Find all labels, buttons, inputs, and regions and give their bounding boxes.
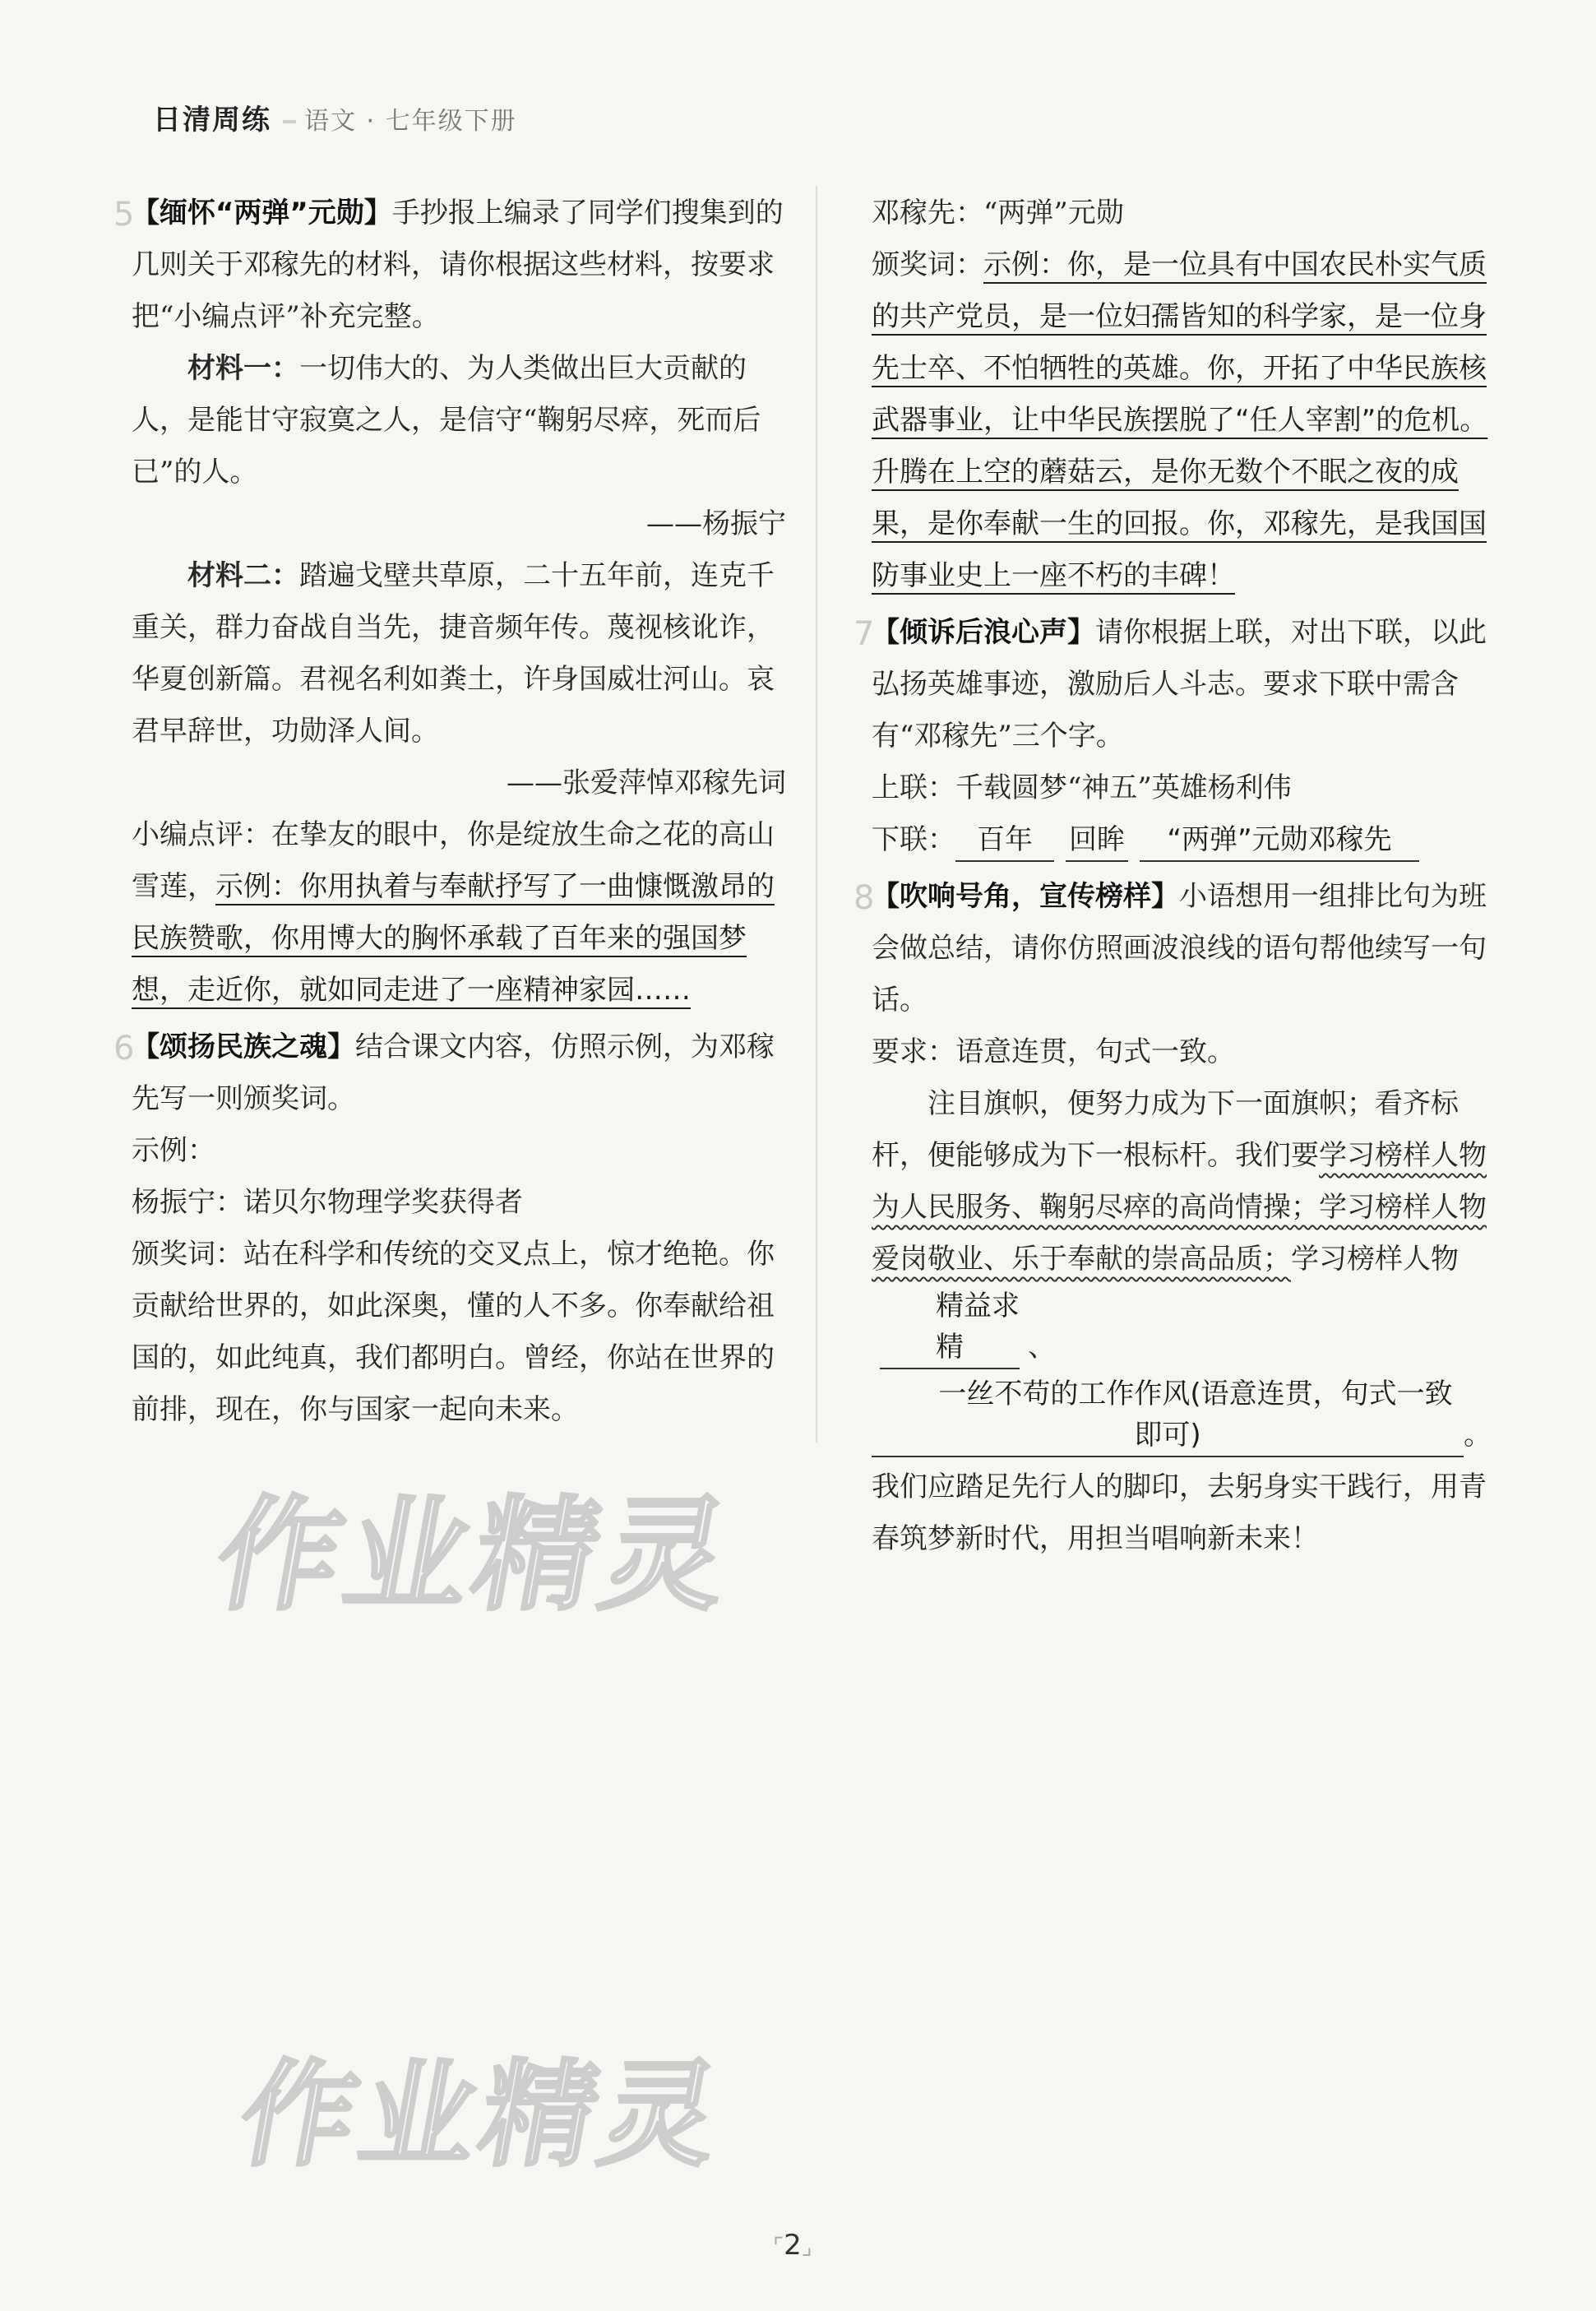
material-2	[132, 550, 789, 757]
bracket-left: ⌜	[773, 2233, 784, 2260]
question-number: 5	[113, 196, 135, 234]
brand-title: 日清周练	[153, 104, 271, 137]
wavy-sentence: 学习榜样人物为人民服务、鞠躬尽瘁的高尚情操；学习榜样人物爱岗敬业、乐于奉献的崇高品质；	[872, 1139, 1487, 1276]
lower-couplet	[872, 814, 1511, 866]
example-text: 颁奖词：站在科学和传统的交叉点上，惊才绝艳。你贡献给世界的，如此深奥，懂的人不多。你奉献给祖国的，如此纯真，我们都明白。曾经，你站在世界的前排，现在，你与国家一起向未来。	[132, 1238, 775, 1426]
passage-text: 注目旗帜，便努力成为下一面旗帜；看齐标杆，便能够成为下一根标杆。我们要	[872, 1087, 1459, 1172]
editor-comment	[132, 809, 789, 1017]
period: 。	[1464, 1419, 1492, 1452]
requirement: 要求：语意连贯，句式一致。	[872, 1035, 1235, 1068]
column-divider	[816, 186, 817, 1443]
lower-label: 下联：	[872, 823, 955, 856]
passage-text: 学习榜样人物	[1291, 1243, 1459, 1276]
separator: 、	[1028, 1331, 1056, 1364]
material-2-source: ——张爱萍悼邓稼先词	[507, 766, 786, 799]
answer-text: 示例：你，是一位具有中国农民朴实气质的共产党员，是一位妇孺皆知的科学家，是一位身先士卒、不怕牺牲的英雄。你，开拓了中华民族核武器事业，让中华民族摆脱了“任人宰割”的危机。升腾在上空的蘑菇云，是你无数个不眠之夜的成果，是你奉献一生的回报。你，邓稼先，是我国国防事业史上一座不朽的丰碑！	[872, 248, 1488, 592]
material-label: 材料二：	[187, 559, 299, 592]
question-number: 7	[854, 615, 875, 653]
question-title: 【吹响号角，宣传榜样】	[872, 880, 1179, 913]
question-prompt	[132, 188, 789, 343]
question-number: 8	[854, 879, 875, 917]
page-number-value: 2	[784, 2229, 802, 2262]
prompt-text: 小语想用一组排比句为班会做总结，请你仿照画波浪线的语句帮他续写一句话。	[872, 880, 1487, 1017]
left-column	[113, 188, 789, 1441]
comment-lead: 小编点评：在挚友的眼中，你是绽放生命之花的高山雪莲，	[132, 818, 775, 903]
question-prompt	[872, 607, 1511, 762]
material-1-source: ——杨振宁	[646, 507, 786, 540]
question-prompt	[132, 1021, 789, 1125]
prompt-text: 请你根据上联，对出下联，以此弘扬英雄事迹，激励后人斗志。要求下联中需含有“邓稼先”三个字。	[872, 616, 1487, 753]
question-title: 【缅怀“两弹”元勋】	[132, 197, 392, 229]
question-8	[854, 871, 1511, 1565]
page-header	[153, 97, 517, 137]
answer-blank: 回眸	[1066, 819, 1128, 862]
material-text: 踏遍戈壁共草原，二十五年前，连克千重关，群力奋战自当先，捷音频年传。蔑视核讹诈，华夏创新篇。君视名利如粪土，许身国威壮河山。哀君早辞世，功勋泽人间。	[132, 559, 775, 748]
passage-text: 我们应踏足先行人的脚印，去躬身实干践行，用青春筑梦新时代，用担当唱响新未来！	[872, 1470, 1487, 1555]
question-title: 【颂扬民族之魂】	[132, 1030, 355, 1063]
material-label: 材料一：	[187, 352, 299, 385]
question-5	[113, 188, 789, 1017]
answer-label: 颁奖词：	[872, 248, 983, 281]
award-speech	[872, 239, 1511, 602]
comment-answer: 示例：你用执着与奉献抒写了一曲慷慨激昂的民族赞歌，你用博大的胸怀承载了百年来的强国梦想，走近你，就如同走进了一座精神家园……	[132, 870, 775, 1007]
question-6	[113, 1021, 789, 1436]
question-number: 6	[113, 1030, 135, 1068]
answer-blank: “两弹”元勋邓稼先	[1140, 819, 1419, 862]
question-6-answer	[872, 188, 1511, 602]
example-name: 杨振宁：诺贝尔物理学奖获得者	[132, 1186, 523, 1219]
question-7	[854, 607, 1511, 866]
material-1	[132, 343, 789, 498]
watermark-top: 作业精灵	[206, 1484, 744, 1628]
example-label: 示例：	[132, 1134, 215, 1167]
answer-blank: 百年	[955, 819, 1054, 862]
bracket-right: ⌟	[801, 2233, 812, 2260]
upper-couplet: 上联：千载圆梦“神五”英雄杨利伟	[872, 771, 1292, 804]
material-text: 一切伟大的、为人类做出巨大贡献的人，是能甘守寂寞之人，是信守“鞠躬尽瘁，死而后已”的人。	[132, 352, 761, 489]
question-title: 【倾诉后浪心声】	[872, 616, 1095, 649]
course-label: 语文 · 七年级下册	[304, 107, 517, 136]
page-number	[773, 2229, 812, 2262]
right-column	[854, 188, 1511, 1570]
answer-blank: 精益求精	[880, 1285, 1020, 1369]
header-separator	[283, 120, 296, 123]
passage	[872, 1078, 1511, 1565]
answer-name: 邓稼先：“两弹”元勋	[872, 197, 1124, 229]
prompt-text: 结合课文内容，仿照示例，为邓稼先写一则颁奖词。	[132, 1030, 775, 1115]
question-prompt	[872, 871, 1511, 1026]
prompt-text: 手抄报上编录了同学们搜集到的几则关于邓稼先的材料，请你根据这些材料，按要求把“小编点评”补充完整。	[132, 197, 784, 333]
watermark-bottom: 作业精灵	[229, 2049, 734, 2183]
answer-blank: 一丝不苟的工作作风(语意连贯，句式一致即可)	[872, 1373, 1464, 1457]
